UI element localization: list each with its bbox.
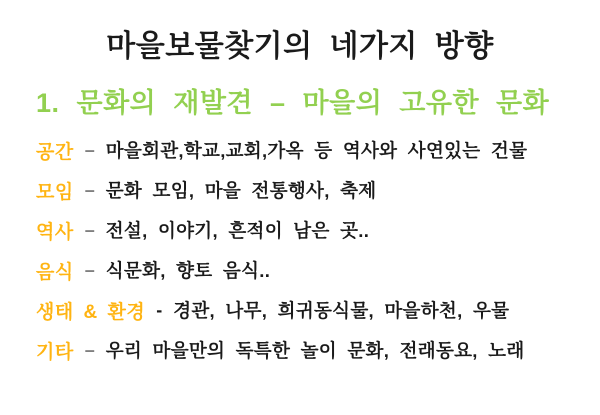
category-row [36, 330, 590, 370]
category-description: 식문화, 향토 음식.. [105, 260, 271, 281]
category-description: 문화 모임, 마을 전통행사, 축제 [105, 180, 377, 201]
category-label: 음식 [36, 261, 74, 283]
category-description: 전설, 이야기, 흔적이 남은 곳.. [105, 220, 370, 241]
category-row [36, 170, 590, 210]
category-label: 역사 [36, 221, 74, 243]
category-label: 공간 [36, 141, 74, 163]
section-heading: 1. 문화의 재발견 – 마을의 고유한 문화 [36, 88, 550, 118]
category-row [36, 210, 590, 250]
dash-separator: – [84, 139, 95, 160]
dash-separator: – [84, 219, 95, 240]
dash-separator: – [84, 179, 95, 200]
category-label: 기타 [36, 341, 74, 363]
category-description: 우리 마을만의 독특한 놀이 문화, 전래동요, 노래 [105, 340, 525, 361]
category-label: 생태 & 환경 [36, 301, 146, 323]
category-label: 모임 [36, 181, 74, 203]
category-row [36, 250, 590, 290]
category-description: 경관, 나무, 희귀동식물, 마을하천, 우물 [173, 300, 510, 321]
category-list [36, 130, 590, 370]
category-row [36, 290, 590, 330]
slide-title: 마을보물찾기의 네가지 방향 [106, 30, 494, 63]
category-row [36, 130, 590, 170]
dash-separator: - [156, 299, 163, 320]
dash-separator: – [84, 259, 95, 280]
category-description: 마을회관,학교,교회,가옥 등 역사와 사연있는 건물 [105, 140, 528, 161]
dash-separator: – [84, 339, 95, 360]
